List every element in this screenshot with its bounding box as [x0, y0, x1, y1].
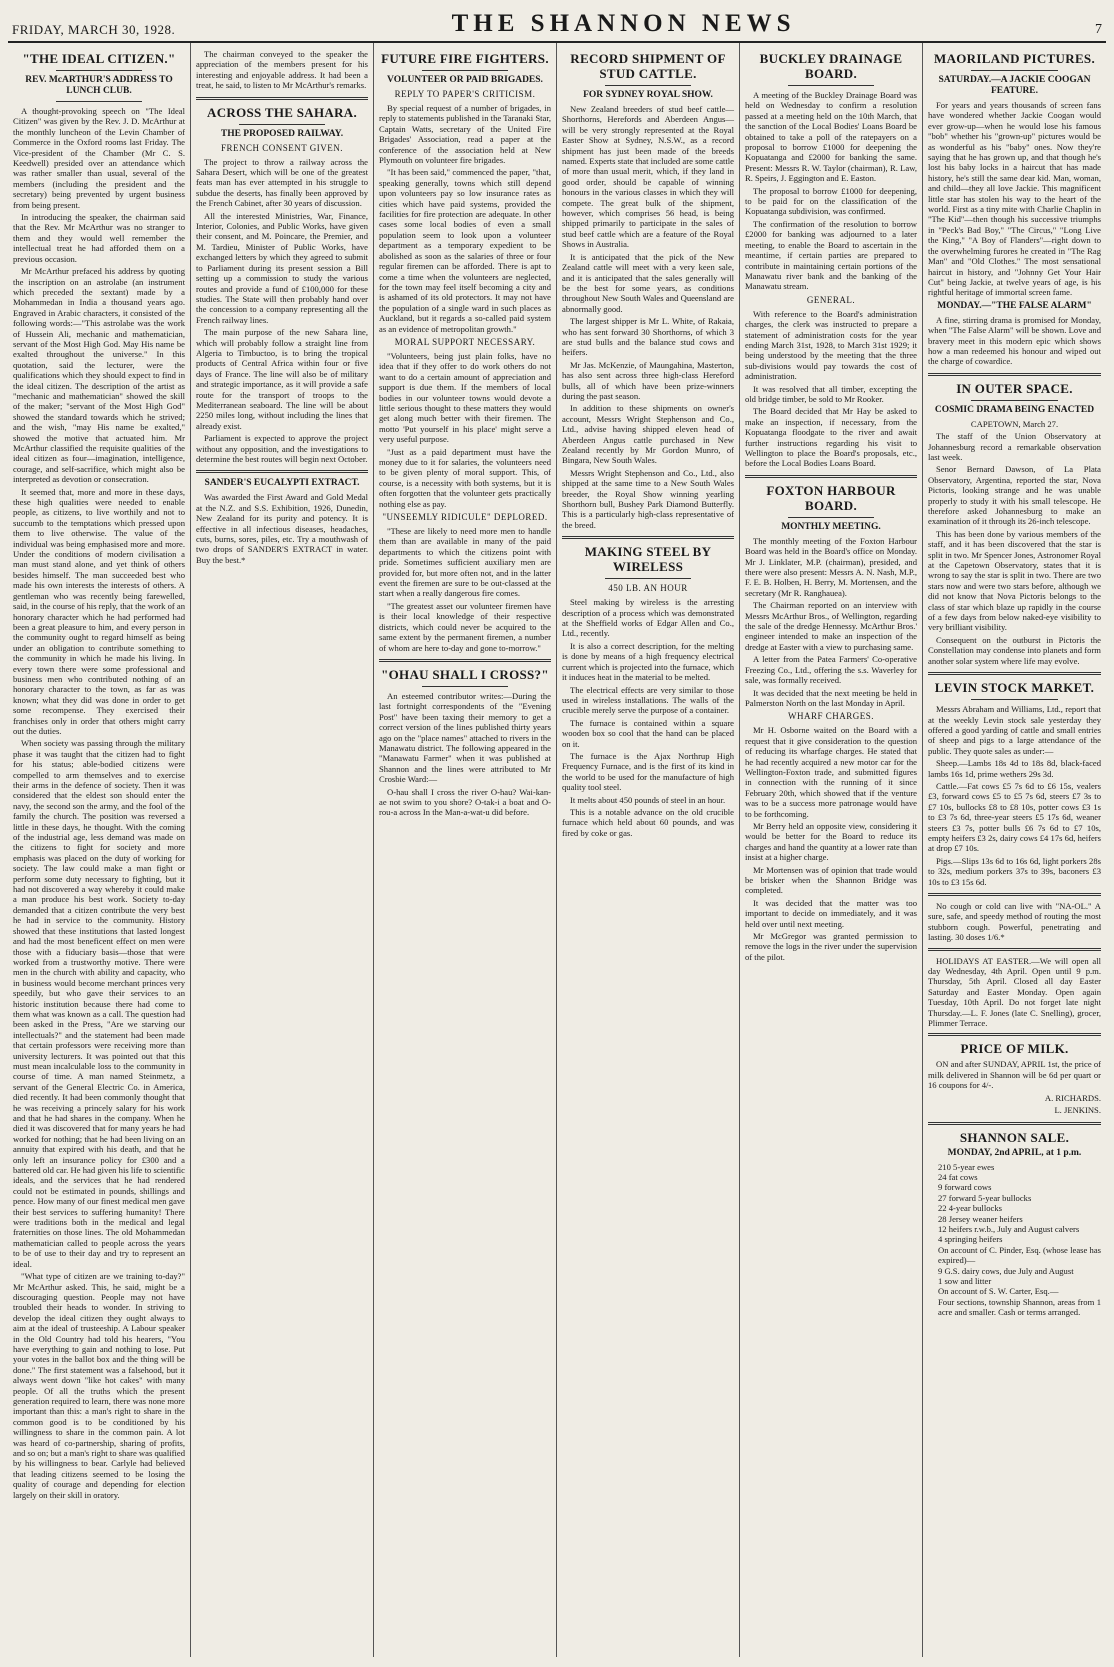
divider: [928, 893, 1101, 896]
article-sahara: [196, 105, 368, 465]
paragraph: With reference to the Board's administration charges, the clerk was instructed to prepare a statement of administration costs for the year ending March 31st, 1928, to March 31st 1929; it being understood by the meeting that the three sub-divisions would pay towards the cost of administration.: [745, 308, 917, 382]
column-4: [557, 43, 740, 1657]
column-2: [191, 43, 374, 1657]
list-item: 27 forward 5-year bullocks: [938, 1192, 1032, 1203]
list-item: 22 4-year bullocks: [938, 1203, 1002, 1214]
headline: SANDER'S EUCALYPTI EXTRACT.: [204, 478, 360, 489]
article-eucalypti: [196, 478, 368, 565]
list-item: 9 G.S. dairy cows, due July and August: [938, 1265, 1074, 1276]
article-outer-space: [928, 381, 1101, 666]
article-stud-cattle: [562, 51, 734, 530]
article-sale: [928, 1130, 1101, 1318]
paragraph: The project to throw a railway across the Sahara Desert, which will be one of the greatest feats man has ever attempted in his struggle to subdue the deserts, has finally been approved by the French Cabinet, after 30 years of discussion.: [196, 156, 368, 209]
list-item: 9 forward cows: [938, 1182, 992, 1193]
column-1: [8, 43, 191, 1657]
list-item: 1 sow and litter: [938, 1275, 992, 1286]
paragraph: All the interested Ministries, War, Finance, Interior, Colonies, and Public Works, have given their consent, and M. Poincare, the Premier, and M. Tardieu, Minister of Public Works, have exchanged letters by which they agreed to submit to Parliament during its present session a Bill setting up a commission to study the various routes and provide a fund of £100,000 for these studies. The State will then probably hand over the concession to a company representing all the French railway lines.: [196, 210, 368, 325]
section-heading: GENERAL.: [806, 294, 856, 305]
list-item: Four sections, township Shannon, areas from 1 acre and smaller. Cash or terms arranged.: [938, 1296, 1101, 1318]
paragraph: Messrs Abraham and Williams, Ltd., report that at the weekly Levin stock sale yesterday they offered a good yarding of cattle and small entries of sheep and pigs to a large attendance of the public. They quote sales as under:—: [928, 704, 1101, 756]
advert-easter: HOLIDAYS AT EASTER.—We will open all day Wednesday, 4th April. Open until 9 p.m. Thursday, 5th April. Closed all day Easter Saturday and Easter Monday. Open again Tuesday, 10th April. Do not forget late night Thursday.—L. F. Jones (late C. Snelling), grocer, Plimmer Terrace.: [928, 955, 1101, 1029]
paragraph: Cattle.—Fat cows £5 7s 6d to £6 15s, vealers £3, forward cows £5 to £5 7s 6d, steers £7 3s to £7 10s, bullocks £8 to £8 10s, potter cows £3 1s to £3 7s 6d, three-year steers £5 17s 6d, weaner steers £3 7s, potter bulls £6 7s 6d to £7 10s, empty heifers £3 2s, dairy cows £4 17s 6d, heifers at drop £7 10s.: [928, 780, 1101, 854]
headline: "OHAU SHALL I CROSS?": [381, 666, 549, 682]
divider: [971, 400, 1058, 401]
paragraph: Mr Mortensen was of opinion that trade would be brisker when the Shannon Bridge was completed.: [745, 864, 917, 896]
paragraph: In addition to these shipments on owner's account, Messrs Wright Stephenson and Co., Ltd., advise having shipped eleven head of Aberdeen Angus cattle purchased in New Zealand recently by Mr Gordon Munro, of Bingara, New South Wales.: [562, 403, 734, 466]
paragraph: For years and years thousands of screen fans have wondered whether Jackie Coogan would ever grow-up—when he would lose his famous "bob" whether his "grown-up" pictures would be as wonderful as his "baby" ones. Now they're saying that he has grown up, and that though he's lost his baby locks in a haircut that has made history, he's still the same dear kid. Man, woman, and child—they all love Jackie. This magnificent little star has stolen his way to the heart of the world. First as a tiny mite with Charlie Chaplin in "The Kid"—then though his successive triumphs in "Peck's Bad Boy," "The Circus," "Long Live the King," "A Boy of Flanders"—right down to the overwhelming furores he created in "The Rag Man" and "Old Clothes." The most sensational haircut in history, and "Johnny Get Your Hair Cut" being Jackie, at twelve years of age, is his rightful heritage of immortal screen fame.: [928, 100, 1101, 298]
paragraph: It melts about 450 pounds of steel in an hour.: [570, 794, 726, 805]
paragraph: It is anticipated that the pick of the New Zealand cattle will meet with a very keen sale, and it is anticipated that the sales generally will be the best for some years, as conditions throughout New South Wales and Queensland are abnormally good.: [562, 251, 734, 314]
paragraph: "The greatest asset our volunteer firemen have is their local knowledge of their respective districts, which could never be acquired to the same extent by the permanent firemen, a number of whom are here to-day and gone to-morrow.": [379, 600, 551, 653]
sale-date: MONDAY, 2nd APRIL, at 1 p.m.: [947, 1147, 1082, 1158]
divider: [196, 97, 368, 100]
divider: [605, 85, 691, 86]
list-item: 4 springing heifers: [938, 1234, 1003, 1245]
paragraph: By special request of a number of brigades, in reply to statements published in the Taranaki Star, Captain Watts, secretary of the United Fire Brigades' Association, read a paper at the conference of the association held at New Plymouth on volunteer fire brigades.: [379, 103, 551, 166]
paragraph: The chairman conveyed to the speaker the appreciation of the members present for his interesting and enjoyable address. It had been a treat, he said, to listen to Mr McArthur's remarks.: [196, 49, 368, 91]
article-milk: [928, 1041, 1101, 1115]
list-item: On account of S. W. Carter, Esq.—: [938, 1286, 1059, 1297]
headline: FOXTON HARBOUR BOARD.: [766, 482, 896, 513]
list-item: 28 Jersey weaner heifers: [938, 1213, 1023, 1224]
paragraph: An esteemed contributor writes:—During the last fortnight correspondents of the "Evening Post" have been taxing their memory to get a correct version of the lines published thirty years ago on the "place names" attached to rivers in the Manawatu district. The following appeared in the "Manawatu Farmer" when it was published at Shannon and the lines were attributed to Mr Crosbie Ward:—: [379, 690, 551, 785]
dateline: CAPETOWN, March 27.: [970, 418, 1059, 429]
signature: A. RICHARDS.: [1044, 1092, 1101, 1103]
subhead: VOLUNTEER OR PAID BRIGADES.: [387, 75, 543, 85]
section-heading: "UNSEEMLY RIDICULE" DEPLORED.: [382, 512, 548, 523]
subhead: SATURDAY.—A JACKIE COOGAN FEATURE.: [938, 75, 1091, 96]
paragraph: This has been done by various members of the staff, and it has been discovered that the star is split in two. Mr Spencer Jones, Astronomer Royal at the Capetown Observatory, states that it is wrong to say the star is split in two. There are two stars now and were two stars before, although we did not know that Nova Pictoris belongs to the class of star which blaze up rapidly in the course of a few days from below naked-eye visibility to very brilliant visibility.: [928, 528, 1101, 633]
article-buckley: [745, 51, 917, 469]
headline: RECORD SHIPMENT OF STUD CATTLE.: [570, 51, 726, 81]
article-ohau: [379, 667, 551, 818]
divider: [562, 536, 734, 539]
article-maoriland: [928, 51, 1101, 367]
headline: ACROSS THE SAHARA.: [207, 104, 357, 120]
verse: O-hau shall I cross the river O-hau? Wai-kan-ae not swim to you shore? O-tak-i a boat and O-rou-a across In the Man-a-wat-u did before.: [379, 786, 551, 818]
paragraph: In introducing the speaker, the chairman said that the Rev. Mr McArthur was no stranger to them and they would well remember the intellectual treat he had afforded them on a previous occasion.: [13, 212, 185, 264]
signature: L. JENKINS.: [1054, 1105, 1101, 1116]
divider: [928, 1033, 1101, 1036]
issue-date: FRIDAY, MARCH 30, 1928.: [12, 22, 176, 37]
paragraph: A fine, stirring drama is promised for Monday, when "The False Alarm" will be shown. Love and bravery meet in this modern epic which shows how a man redeemed his honour and wiped out the charge of cowardice.: [928, 314, 1101, 367]
divider: [788, 517, 874, 518]
paragraph: Messrs Wright Stephenson and Co., Ltd., also shipped at the same time to a New South Wales breeder, the Royal Show winning yearling Shorthorn bull, Bushey Park Diamond Butterfly. This is a particularly high-class representative of the breed.: [562, 467, 734, 530]
paragraph: Sheep.—Lambs 18s 4d to 18s 8d, black-faced lambs 16s 1d, prime wethers 29s 3d.: [928, 758, 1101, 779]
divider: [745, 475, 917, 478]
paragraph: Mr Berry held an opposite view, considering it would be better for the Board to reduce its charges and hand the quantity at a lower rate than insist at a higher charge.: [745, 820, 917, 863]
subhead: REV. McARTHUR'S ADDRESS TO LUNCH CLUB.: [25, 75, 173, 96]
paragraph: This is a notable advance on the old crucible furnace which held about 60 pounds, and was fired by coke or gas.: [562, 806, 734, 838]
paragraph: It seemed that, more and more in these days, these high qualities were needed to enable people, as citizens, to live worthily and not to succumb to the temptations which pressed upon them to live otherwise. The value of the individual was being emphasised more and more. Under the conditions of modern civilisation a man must stand alone, and yet think of others besides himself. The man succeeded best who made his own interests the interests of others. A gentleman who was recently being farewelled, said, in the course of his reply, that the work of an honorary character which he had performed had been a great pleasure to him, and every person in the community ought to regard himself as being under an obligation to contribute something to the community in which he made his living. In every town there were some professional and business men who contributed nothing of an honorary character to the town, as far as was known; what they did was done in order to get some recompense. They exercised their franchises only in order that others might carry out the duties.: [13, 486, 185, 736]
divider: [928, 672, 1101, 675]
paragraph: It was decided that the matter was too important to decide on immediately, and it was held over until next meeting.: [745, 897, 917, 929]
column-6: [923, 43, 1106, 1657]
paragraph: Was awarded the First Award and Gold Medal at the N.Z. and S.S. Exhibition, 1926, Dunedin, New Zealand for its purity and potency. It is effective in all infectious diseases, headaches, cuts, burns, sores, piles, etc. Try a mouthwash of two drops of SANDER'S EXTRACT in water. Buy the best.*: [196, 492, 368, 565]
paragraph: The largest shipper is Mr L. White, of Rakaia, who has sent forward 30 Shorthorns, of which 3 are stud bulls and the balance stud cows and heifers.: [562, 316, 734, 358]
paragraph: Steel making by wireless is the arresting description of a process which was demonstrated at the Sheffield works of Edgar Allen and Co., Ltd., recently.: [562, 597, 734, 639]
article-foxton: [745, 483, 917, 962]
divider: [379, 659, 551, 662]
paragraph: Mr McGregor was granted permission to remove the logs in the river under the supervision of the pilot.: [745, 931, 917, 962]
paragraph: Consequent on the outburst in Pictoris the Constellation may condense into planets and form another solar system where life may evolve.: [928, 634, 1101, 666]
headline: IN OUTER SPACE.: [956, 380, 1073, 396]
paragraph: The staff of the Union Observatory at Johannesburg record a remarkable observation last week.: [928, 431, 1101, 462]
headline: SHANNON SALE.: [959, 1129, 1070, 1145]
paragraph: "It has been said," commenced the paper, "that, speaking generally, towns which still depend upon volunteers pay so low insurance rates as cities which have paid systems, provided the facilities for fire protection are adequate. In other cases some local bodies of even a small population seem to look upon a volunteer department as a temporary expedient to be abolished as soon as the salaries of three or four regular firemen can be afforded. There is apt to come a time when the volunteers are neglected, for the town may feel itself becoming a city and is ashamed of its old protectors. It may not have the population of a single ward in such places as Auckland, but it regards a so-called paid system as an evidence of metropolitan growth.": [379, 167, 551, 334]
divider: [422, 70, 508, 71]
paragraph: The furnace is the Ajax Northrup High Frequency Furnace, and is the first of its kind in the world to be used for the manufacture of high quality tool steel.: [562, 750, 734, 793]
section-heading: WHARF CHARGES.: [787, 711, 874, 722]
paragraph: When society was passing through the military phase it was taught that the citizen had to fight for his status; able-bodied citizens were compelled to arm themselves and to exercise their arms in the defence of society. Then it was considered that the eldest son should enter the navy, the second son the army, and the fool of the family the church. The position was reversed a little in these days, he thought. With the coming of the industrial age, less demand was made on the citizens to fight for society and more emphasis was placed on the duty of working for society. The law could make a man fight or perform some duty necessary to fighting, but it had not discovered a way whereby it could make a man produce his best work. Society to-day demanded that a citizen contribute the very best he had in service to the community. History showed that these institutions that lasted longest and had the most beneficent effect on men were those with a fiduciary basis—those that were worked from a trustworthy motive. There were men in the church with ability and capacity, who in business would become merchant princes very speedily, but who gave their services to an historic institution because there had come to them what was known as a call. The question had been asked in the Press, "Are we starving our intellectuals?" and the statement had been made that certain professors were receiving more than university lecturers. It was pointed out that this must mean incalculable loss to the community in course of time. A man named Steinmetz, a servant of the General Electric Co. in America, died recently. It had been commonly thought that he was receiving a princely salary for his work and that he had shares in the company. When he died it was discovered that for many years he had worked for nothing; that he had been living on an annuity that expired with his death, and that he only left an insurance policy for £300 and a battered old car. He had given his life to scientific ideals, and the services that he had rendered could not be estimated in pounds, shillings and pence. How many of our finest medical men gave their best services to suffering humanity! There were traditions both in the medical and legal fraternities on those lines. The old Mohammedan mathematician called to people across the years to be of use to their day and try to represent an ideal.: [13, 738, 185, 1269]
list-item: 12 heifers r.w.b., July and August calvers: [938, 1223, 1080, 1234]
list-item: On account of C. Pinder, Esq. (whose lease has expired)—: [938, 1244, 1101, 1266]
list-item: 24 fat cows: [938, 1171, 978, 1182]
paragraph: ON and after SUNDAY, APRIL 1st, the price of milk delivered in Shannon will be 6d per quart or 16 coupons for 4/-.: [928, 1059, 1101, 1091]
subhead: FOR SYDNEY ROYAL SHOW.: [583, 90, 713, 100]
paragraph: It was decided that the next meeting be held in Palmerston North on the last Monday in April.: [745, 687, 917, 708]
paragraph: "Volunteers, being just plain folks, have no idea that if they offer to do work others do not want to do a certain amount of appreciation and support is due them. If the members of local bodies in our volunteer towns would devote a little serious thought to these matters they would get along much better with their firemen. The motto 'Put yourself in his place' might serve a very useful purpose.: [379, 350, 551, 445]
paragraph: A letter from the Patea Farmers' Co-operative Freezing Co., Ltd., offering the s.s. Waverley for sale, was formally received.: [745, 654, 917, 686]
subhead: COSMIC DRAMA BEING ENACTED: [934, 404, 1095, 415]
article-ideal-citizen: [13, 51, 185, 1500]
paragraph: The furnace is contained within a square wooden box so cool that the hand can be placed on it.: [562, 717, 734, 749]
paragraph: Mr McArthur prefaced his address by quoting the inscription on an astrolabe (an instrument which preceded the sextant) made by a Mohammedan in India a thousand years ago. Engraved in Arabic characters, it consisted of the following words:—"This astrolabe was the work of Hussein Ali, mechanic and mathematician, servant of the Most High God. May His name be exalted throughout the universe." In this quotation, said the lecturer, were the qualifications which they should expect to find in the ideal citizen. The description of the artist as "mechanic and mathematician" showed the skill of the maker; "servant of the Most High God" showed the standard towards which he strived; and the wish, "may His name be exalted," showed the motive that actuated him. Mr McArthur classified the requisite qualities of the ideal citizen as four—imagination, intelligence, courage, and self-sacrifice, which might also be interpreted as devotion or consecration.: [13, 266, 185, 485]
paragraph: "Just as a paid department must have the money due to it for salaries, the volunteers need to be given plenty of moral support. This, of course, is a necessity with both systems, but it is often forgotten that the volunteer gets practically nothing else as pay.: [379, 446, 551, 509]
column-5: [740, 43, 923, 1657]
kicker: FRENCH CONSENT GIVEN.: [220, 142, 344, 153]
paragraph: Mr H. Osborne waited on the Board with a request that it give consideration to the question of reducing its wharfage charges. He stated that he had recently acquired a new motor car for the Wellington-Foxton trade, and submitted figures in connection with the running of it since February 20th, which showed that if the venture was to be a success more patronage would have to be forthcoming.: [745, 725, 917, 819]
masthead: [8, 4, 1106, 43]
paragraph: "What type of citizen are we training to-day?" Mr McArthur asked. This, he said, might be a discouraging question. People may not have troubled their heads to wonder. In striving to develop the ideal citizen they ought always to aim at the ideal of trusteeship. A Labour speaker in the Old Country had told his hearers, "You have everything to gain and nothing to lose. Put your votes in the ballot box and the thing will be done." The first statement was a falsehood, but it always went down "like hot cakes" with many people. Of all the truths which the present generation required to learn, there was none more important than this: a man's right to share in the common good is to be conditioned by his willingness to share in the common pain. A lot was heard of co-partnership, sharing of profits, and so on; but a man's right to share was qualified by his willingness to bear. Carlyle had believed that leading citizens seemed to be losing the quality of courage and depending for election largely on their skill in oratory.: [13, 1271, 185, 1500]
divider: [928, 948, 1101, 951]
paragraph: A meeting of the Buckley Drainage Board was held on Wednesday to confirm a resolution passed at a meeting held on the 10th March, that the sanction of the Local Bodies' Loans Board be obtained to take a poll of the ratepayers on a proposal to borrow £1000 for deepening the Kopuatanga and £2000 for banking the same. Present: Messrs R. W. Taylor (chairman), R. Law, R. Speirs, J. Eggington and E. Easton.: [745, 90, 917, 184]
paragraph: Pigs.—Slips 13s 6d to 16s 6d, light porkers 28s to 32s, medium porkers 37s to 39s, baconers £3 10s to £3 15s 6d.: [928, 855, 1101, 887]
section-heading: MONDAY.—"THE FALSE ALARM": [937, 300, 1092, 311]
paragraph: It was resolved that all timber, excepting the old bridge timber, be sold to Mr Rooker.: [745, 383, 917, 404]
newspaper-page: [8, 4, 1106, 1659]
subhead: MONTHLY MEETING.: [781, 521, 881, 532]
headline: MAORILAND PICTURES.: [934, 51, 1095, 66]
subhead: 450 LB. AN HOUR: [608, 583, 688, 594]
newspaper-title: THE SHANNON NEWS: [451, 10, 796, 37]
paragraph: The confirmation of the resolution to borrow £2000 for banking was adjourned to a later meeting, to enable the Board to ascertain in the meantime, if certain parties are prepared to contribute in maintaining certain portions of the Manawatu river bank and the banking of the Manawatu stream.: [745, 218, 917, 292]
paragraph: The main purpose of the new Sahara line, which will probably follow a straight line from Algeria to Timbuctoo, is to bring the tropical products of Central Africa within four or five days of France. The line will also be of military and strategic importance, as it will provide a safe route for the transport of troops to the Mediterranean seaboard. The line will be about 2250 miles long, without including the lines that already exist.: [196, 327, 368, 431]
divider: [605, 578, 691, 579]
article-columns: [8, 43, 1106, 1657]
paragraph: "These are likely to need more men to handle them than are available in many of the paid departments to which the citizens point with pride. Sometimes sufficient auxiliary men are provided for, but more often not, and in the latter event the firemen are sure to be out-classed at the start when a really dangerous fire comes.: [379, 526, 551, 599]
paragraph: Parliament is expected to approve the project without any opposition, and the investigations to determine the best routes will begin next October.: [196, 433, 368, 464]
divider: [422, 686, 508, 687]
headline: FUTURE FIRE FIGHTERS.: [381, 51, 549, 66]
divider: [56, 101, 142, 102]
column-3: [374, 43, 557, 1657]
paragraph: Mr Jas. McKenzie, of Maungahina, Masterton, has also sent across three high-class Hereford bulls, all of which have been prize-winners during the past season.: [562, 359, 734, 401]
paragraph: The Board decided that Mr Hay be asked to make an inspection, if necessary, from the Kopuatanga floodgate to the river and await further instructions regarding his visit to Wellington to place the Board's proposals, etc., before the Local Bodies Loans Board.: [745, 406, 917, 469]
article-steel: [562, 544, 734, 838]
list-item: 210 5-year ewes: [938, 1161, 995, 1172]
divider: [788, 85, 874, 86]
paragraph: It is also a correct description, for the melting is done by means of a high frequency electrical current which is projected into the furnace, which it induces heat in the material to be melted.: [562, 640, 734, 683]
paragraph: New Zealand breeders of stud beef cattle—Shorthorns, Herefords and Aberdeen Angus—will be very strongly represented at the Royal Easter Show at Sydney, N.S.W., as a record shipment has just been made of the breeds named. Experts state that included are some cattle of more than usual merit, which, if they land in good order, should be capable of winning honours in the various classes in which they will compete. The great bulk of the shipment, however, which comprises 56 head, is being shipped primarily to participate in the sales of stud beef cattle which are a feature of the Royal Shows in Australia.: [562, 104, 734, 250]
divider: [239, 124, 325, 125]
article-ideal-citizen-cont: [196, 49, 368, 91]
paragraph: Senor Bernard Dawson, of La Plata Observatory, Argentina, reported the star, Nova Pictoris, looking strange and he was unable properly to study it with his small telescope. He therefore asked Johannesburg to make an examination of it through its 26-inch telescope.: [928, 464, 1101, 527]
paragraph: The Chairman reported on an interview with Messrs McArthur Bros., of Wellington, regarding the sale of the dredge Hennessy. McArthur Bros.' engineer intended to make an inspection of the dredge at Easter with a view to purchasing same.: [745, 600, 917, 652]
divider: [56, 70, 142, 71]
headline: "THE IDEAL CITIZEN.": [22, 51, 176, 66]
headline: MAKING STEEL BY WIRELESS: [584, 544, 712, 575]
divider: [196, 470, 368, 473]
page-number: 7: [1095, 22, 1102, 37]
section-heading: MORAL SUPPORT NECESSARY.: [394, 336, 536, 347]
paragraph: A thought-provoking speech on "The Ideal Citizen" was given by the Rev. J. D. McArthur at the monthly luncheon of the Levin Chamber of Commerce in the Oxford rooms last Friday. The Vice-president of the Chamber (Mr C. S. Keedwell) presided over an attendance which was rather smaller than usual, several of the members (including the president and the secretary) being prevented by urgent business from being present.: [13, 106, 185, 210]
advert-cough: No cough or cold can live with "NA-OL." A sure, safe, and speedy method of routing the most stubborn cough. Powerful, penetrating and lasting. 30 doses 1/6.*: [928, 901, 1101, 943]
paragraph: The monthly meeting of the Foxton Harbour Board was held in the Board's office on Monday. Mr J. Linklater, M.P. (chairman), presided, and there were also present: Messrs A. N. Nash, M.P., F. E. B. Holben, H. Berry, M. Mortensen, and the secretary (Mr R. Ranghauea).: [745, 535, 917, 598]
divider: [971, 70, 1058, 71]
paragraph: The electrical effects are very similar to those used in wireless installations. The walls of the crucible merely serve the purpose of a container.: [562, 684, 734, 716]
sale-list: [928, 1162, 1101, 1318]
kicker: REPLY TO PAPER'S CRITICISM.: [394, 89, 536, 99]
divider: [928, 373, 1101, 376]
headline: LEVIN STOCK MARKET.: [934, 680, 1095, 696]
divider: [971, 699, 1058, 700]
divider: [928, 1122, 1101, 1125]
subhead: THE PROPOSED RAILWAY.: [220, 128, 344, 139]
headline: BUCKLEY DRAINAGE BOARD.: [759, 51, 903, 81]
headline: PRICE OF MILK.: [960, 1041, 1069, 1057]
article-levin-stock: [928, 680, 1101, 887]
article-fire-fighters: [379, 51, 551, 653]
paragraph: The proposal to borrow £1000 for deepening, to be paid for on the classification of the Kopuatanga subdivision, was confirmed.: [745, 185, 917, 217]
